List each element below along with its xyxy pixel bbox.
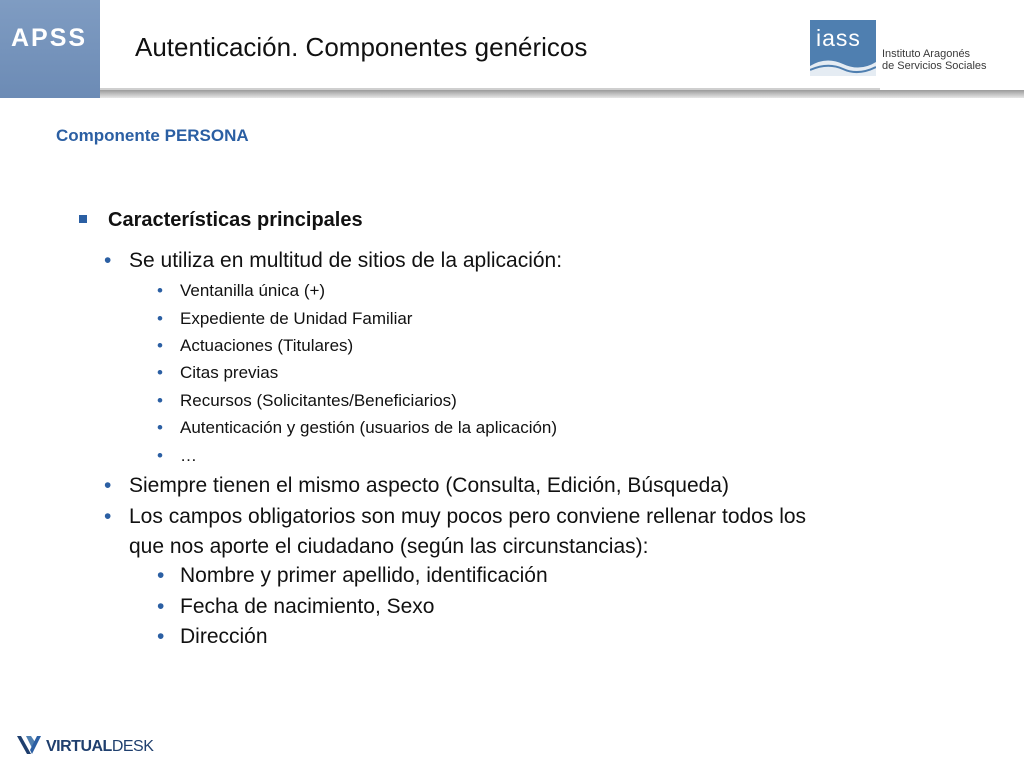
apss-badge bbox=[0, 0, 100, 98]
bullet-dot-icon: • bbox=[104, 474, 112, 497]
bullet-dot-icon: • bbox=[157, 391, 163, 410]
wave-icon bbox=[810, 54, 876, 76]
bullet-dot-icon: • bbox=[104, 505, 112, 528]
section-title: Componente PERSONA bbox=[56, 126, 249, 145]
sub-bullet-item: Expediente de Unidad Familiar bbox=[180, 309, 413, 328]
bullet-dot-icon: • bbox=[157, 446, 163, 465]
bullet-dot-icon: • bbox=[157, 336, 163, 355]
bullet-dot-icon: • bbox=[157, 281, 163, 300]
iass-logo-line1: Instituto Aragonés bbox=[882, 48, 971, 60]
iass-logo-line2: de Servicios Sociales bbox=[882, 60, 987, 72]
bullet-dot-icon: • bbox=[157, 418, 163, 437]
iass-logo-word: iass bbox=[816, 25, 861, 51]
page-title: Autenticación. Componentes genéricos bbox=[135, 32, 588, 62]
bullet-dot-icon: • bbox=[157, 363, 163, 382]
bullet-item-line1: Los campos obligatorios son muy pocos pero conviene rellenar todos los bbox=[129, 505, 807, 528]
square-bullet-icon bbox=[79, 215, 87, 223]
virtualdesk-brand-light: DESK bbox=[111, 738, 154, 755]
sub-bullet-item: Autenticación y gestión (usuarios de la aplicación) bbox=[180, 418, 558, 437]
bullet-item: Se utiliza en multitud de sitios de la aplicación: bbox=[129, 249, 563, 272]
apss-badge-label: APSS bbox=[11, 24, 88, 52]
bullet-dot-icon: • bbox=[157, 595, 165, 618]
header-divider bbox=[100, 90, 1024, 98]
heading: Características principales bbox=[108, 209, 363, 231]
sub-bullet-item: Nombre y primer apellido, identificación bbox=[180, 564, 548, 587]
bullet-dot-icon: • bbox=[157, 625, 165, 648]
sub-bullet-item: Recursos (Solicitantes/Beneficiarios) bbox=[180, 391, 457, 410]
iass-logo bbox=[810, 20, 1000, 76]
bullet-dot-icon: • bbox=[157, 309, 163, 328]
sub-bullet-item: Ventanilla única (+) bbox=[180, 281, 326, 300]
sub-bullet-item: … bbox=[180, 446, 197, 465]
virtualdesk-logo bbox=[14, 730, 184, 760]
virtualdesk-mark-icon bbox=[14, 730, 44, 760]
sub-bullet-item: Dirección bbox=[180, 625, 268, 648]
bullet-dot-icon: • bbox=[157, 564, 165, 587]
sub-bullet-item: Citas previas bbox=[180, 363, 279, 382]
sub-bullet-item: Actuaciones (Titulares) bbox=[180, 336, 354, 355]
virtualdesk-brand-bold: VIRTUAL bbox=[46, 738, 112, 755]
bullet-item-line2: que nos aporte el ciudadano (según las circunstancias): bbox=[129, 535, 649, 558]
bullet-dot-icon: • bbox=[104, 249, 112, 272]
bullet-item: Siempre tienen el mismo aspecto (Consulta, Edición, Búsqueda) bbox=[129, 474, 729, 497]
sub-bullet-item: Fecha de nacimiento, Sexo bbox=[180, 595, 435, 618]
iass-logo-mark bbox=[810, 20, 876, 76]
